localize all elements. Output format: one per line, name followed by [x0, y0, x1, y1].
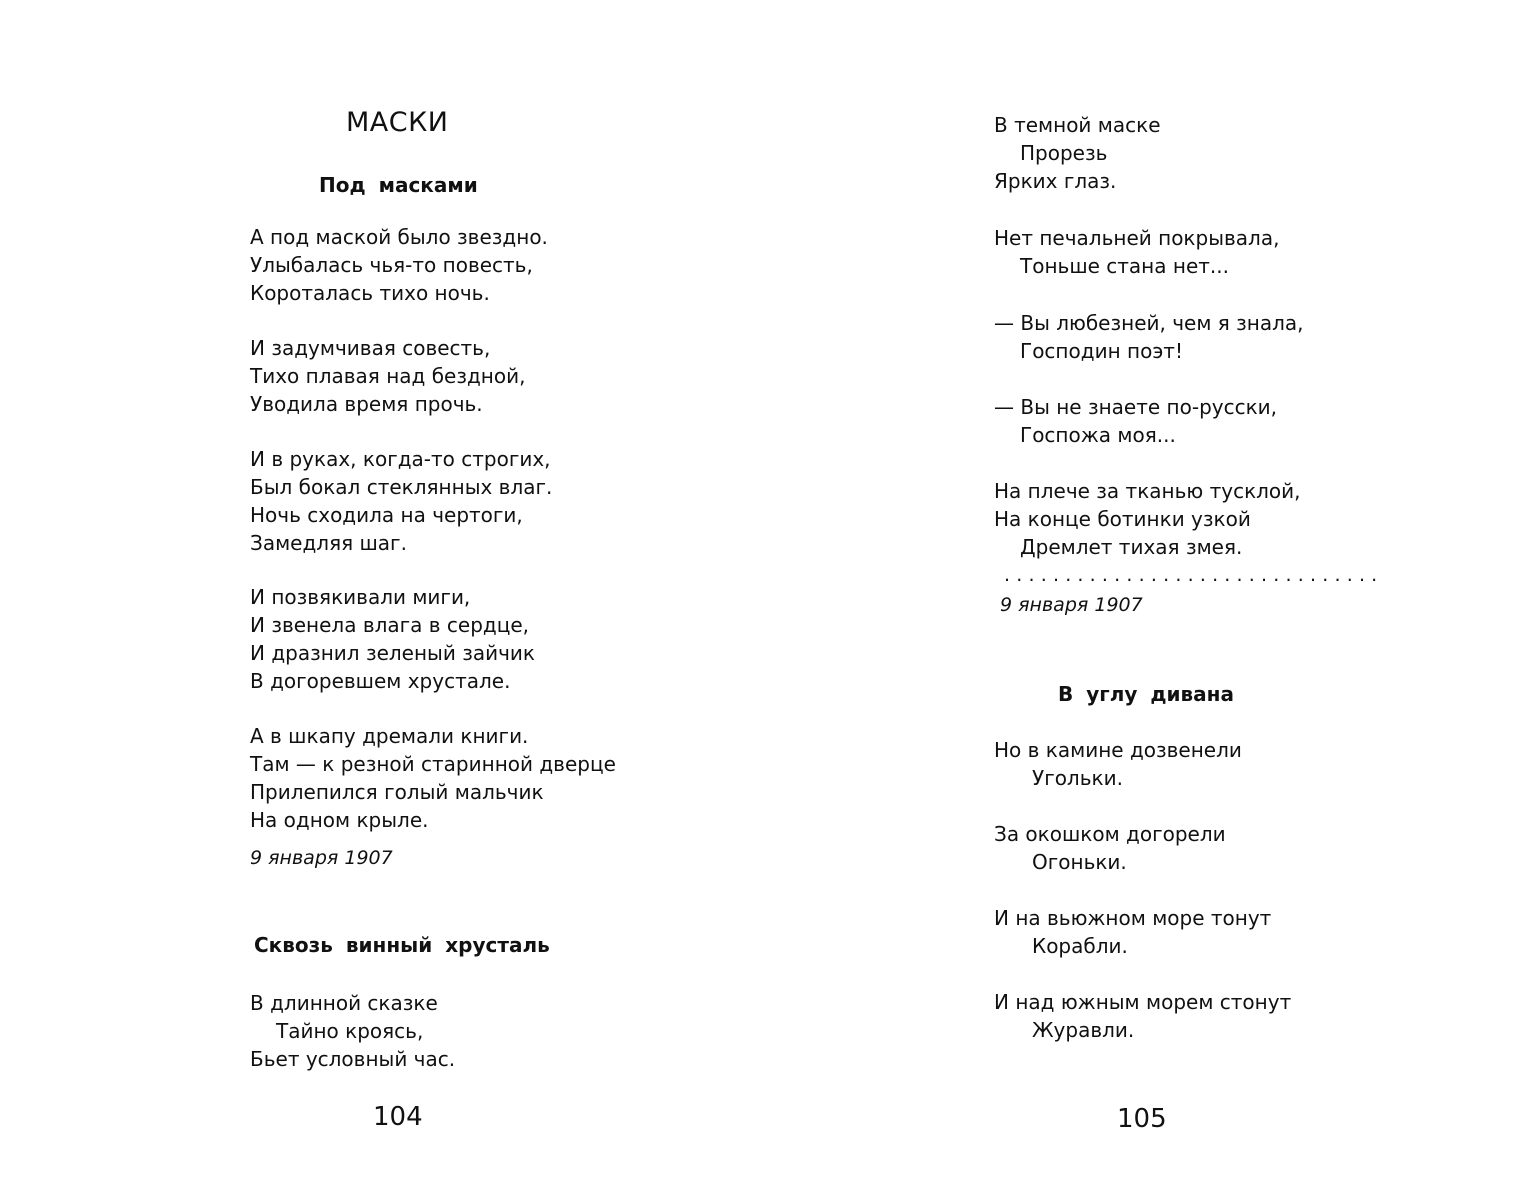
poem-line: Ночь сходила на чертоги, — [250, 503, 523, 527]
poem-line: И в руках, когда-то строгих, — [250, 447, 551, 471]
poem-line: Корабли. — [1032, 934, 1128, 958]
poem-line: Там — к резной старинной дверце — [250, 752, 616, 776]
poem-title-v-uglu-divana: В углу дивана — [1058, 682, 1234, 706]
poem-line: В догоревшем хрустале. — [250, 669, 511, 693]
poem-line: Был бокал стеклянных влаг. — [250, 475, 553, 499]
poem-line: И позвякивали миги, — [250, 585, 471, 609]
poem-line: Господин поэт! — [1020, 339, 1183, 363]
poem-line: Прилепился голый мальчик — [250, 780, 544, 804]
poem-line: Замедляя шаг. — [250, 531, 407, 555]
poem-line: Нет печальней покрывала, — [994, 226, 1280, 250]
poem-line: В длинной сказке — [250, 991, 438, 1015]
poem-line: Прорезь — [1020, 141, 1108, 165]
poem-line: Угольки. — [1032, 766, 1123, 790]
page-number: 105 — [1117, 1104, 1167, 1134]
poem-line: Короталась тихо ночь. — [250, 281, 490, 305]
right-page — [768, 0, 1536, 1182]
poem-line: Но в камине дозвенели — [994, 738, 1242, 762]
poem-line: И на вьюжном море тонут — [994, 906, 1272, 930]
poem-date: 9 января 1907 — [250, 847, 393, 869]
poem-line: А в шкапу дремали книги. — [250, 724, 529, 748]
poem-line: Огоньки. — [1032, 850, 1127, 874]
poem-line: Уводила время прочь. — [250, 392, 483, 416]
poem-title-skvoz-vinny-khrustal: Сквозь винный хрусталь — [254, 933, 550, 957]
poem-line: Тайно кроясь, — [276, 1019, 424, 1043]
poem-line: На одном крыле. — [250, 808, 429, 832]
poem-line: И задумчивая совесть, — [250, 336, 491, 360]
poem-line: На плече за тканью тусклой, — [994, 479, 1301, 503]
section-title: МАСКИ — [346, 107, 449, 138]
poem-title-pod-maskami: Под масками — [319, 173, 478, 197]
poem-line: На конце ботинки узкой — [994, 507, 1251, 531]
poem-line: — Вы любезней, чем я знала, — [994, 311, 1304, 335]
poem-line: И звенела влага в сердце, — [250, 613, 530, 637]
poem-line: Тоньше стана нет... — [1020, 254, 1229, 278]
poem-line: Ярких глаз. — [994, 169, 1117, 193]
poem-line: И над южным морем стонут — [994, 990, 1292, 1014]
poem-date: 9 января 1907 — [1000, 594, 1143, 616]
poem-line: Улыбалась чья-то повесть, — [250, 253, 533, 277]
poem-line: Дремлет тихая змея. — [1020, 535, 1243, 559]
poem-line: — Вы не знаете по-русски, — [994, 395, 1278, 419]
poem-line: И дразнил зеленый зайчик — [250, 641, 535, 665]
poem-line: Бьет условный час. — [250, 1047, 456, 1071]
ellipsis-divider: ............................... — [1004, 564, 1384, 586]
page-number: 104 — [373, 1102, 423, 1132]
poem-line: Тихо плавая над бездной, — [250, 364, 526, 388]
poem-line: Журавли. — [1032, 1018, 1135, 1042]
poem-line: Госпожа моя... — [1020, 423, 1176, 447]
poem-line: А под маской было звездно. — [250, 225, 548, 249]
poem-line: В темной маске — [994, 113, 1161, 137]
poem-line: За окошком догорели — [994, 822, 1226, 846]
